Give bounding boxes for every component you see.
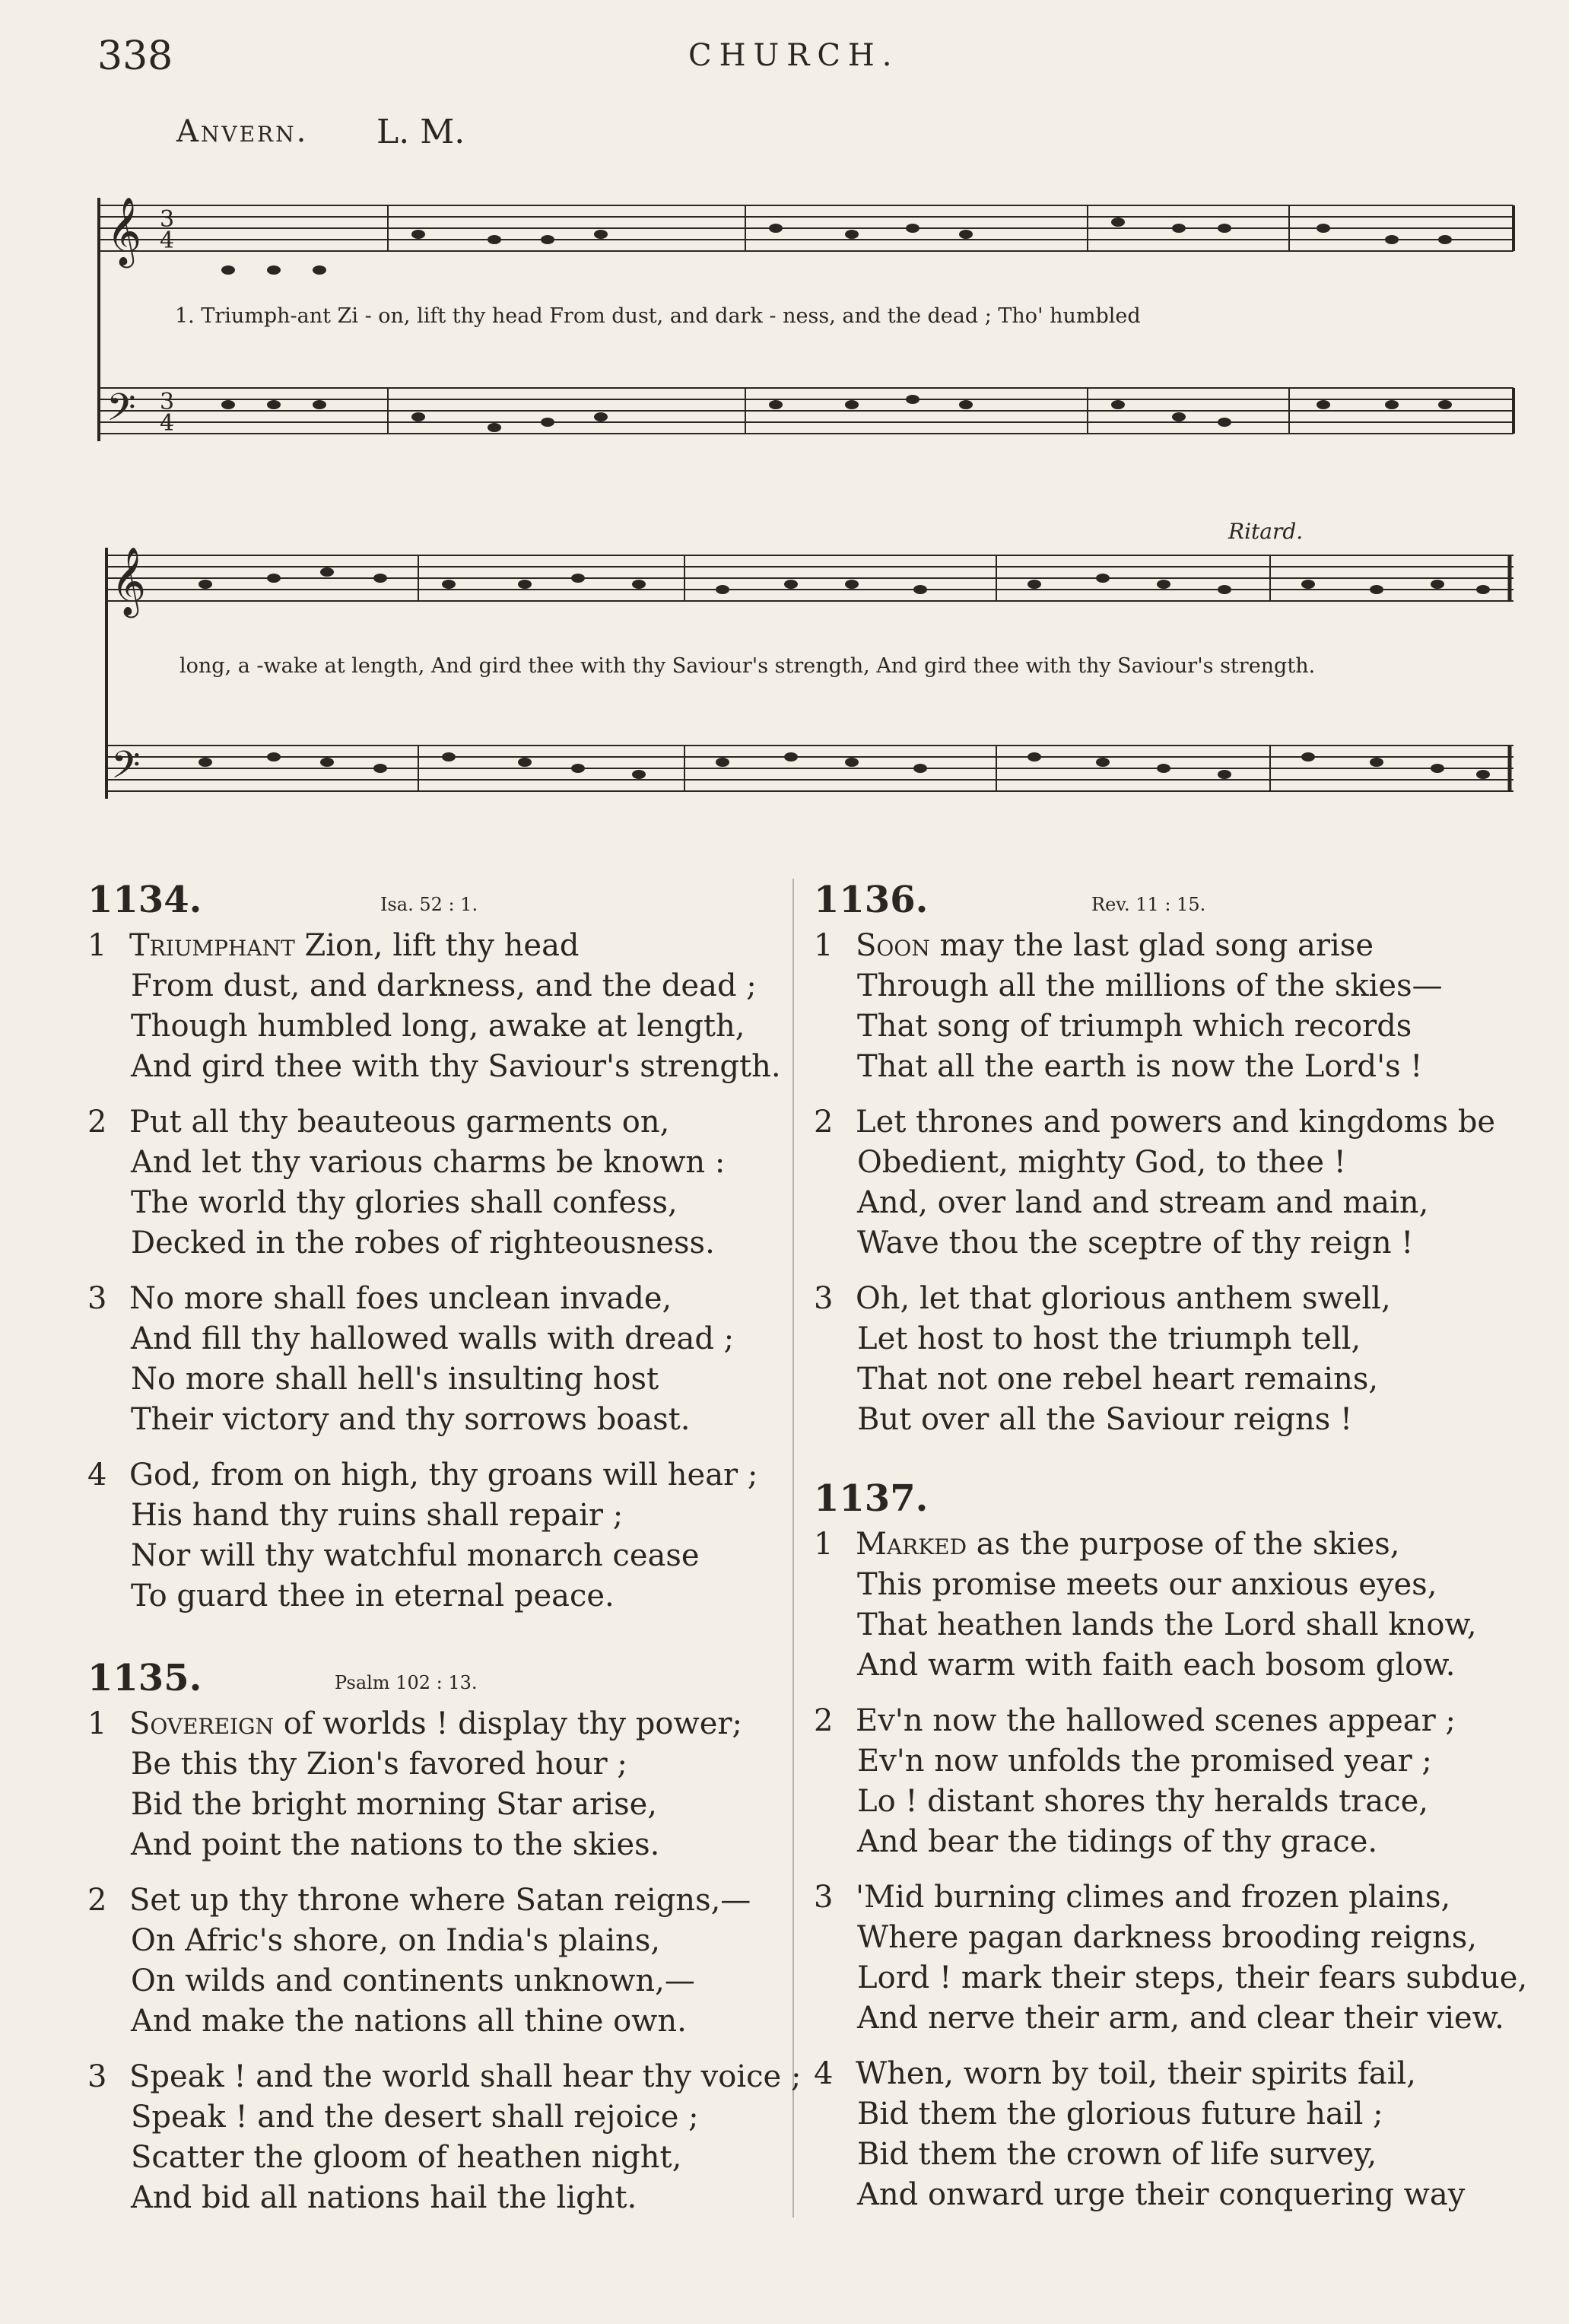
svg-text:𝄢: 𝄢 xyxy=(111,743,141,796)
stanza xyxy=(814,1701,1521,1862)
hymn-line: Zion, lift thy head xyxy=(294,928,580,963)
running-title: CHURCH. xyxy=(688,38,900,73)
hymn-line: But over all the Saviour reigns ! xyxy=(857,1402,1353,1437)
music-staff-graphic xyxy=(84,175,1529,494)
hymn-line: On Afric's shore, on India's plains, xyxy=(131,1923,661,1958)
verse-number: 3 xyxy=(814,1880,834,1915)
svg-text:𝄢: 𝄢 xyxy=(106,386,136,439)
tune-lyric-line-2: long, a -wake at length, And gird thee with thy Saviour's strength, And gird thee with thy Saviour's strength. xyxy=(179,654,1316,678)
hymn-line: And, over land and stream and main, xyxy=(857,1185,1429,1220)
hymn-number: 1136. xyxy=(814,879,929,921)
hymn-line: Oh, let that glorious anthem swell, xyxy=(856,1281,1391,1316)
scripture-reference: Rev. 11 : 15. xyxy=(1091,894,1206,915)
hymn-line: Decked in the robes of righteousness. xyxy=(131,1226,715,1261)
hymn-line: And make the nations all thine own. xyxy=(131,2004,687,2039)
verse-number: 3 xyxy=(814,1281,834,1316)
hymn-line: Through all the millions of the skies— xyxy=(857,968,1443,1003)
hymn-line: And bear the tidings of thy grace. xyxy=(857,1824,1378,1859)
hymn-line: And onward urge their conquering way xyxy=(857,2177,1466,2212)
verse-number: 3 xyxy=(87,2059,107,2094)
hymn-line: as the purpose of the skies, xyxy=(967,1527,1400,1562)
hymn-line: And let thy various charms be known : xyxy=(131,1145,726,1180)
hymn-1135 xyxy=(87,1657,802,2233)
hymn-line: The world thy glories shall confess, xyxy=(131,1185,678,1220)
scripture-reference: Isa. 52 : 1. xyxy=(380,894,478,915)
hymn-line: No more shall foes unclean invade, xyxy=(129,1281,672,1316)
hymn-line: When, worn by toil, their spirits fail, xyxy=(856,2056,1416,2091)
hymn-line: And gird thee with thy Saviour's strength. xyxy=(131,1049,781,1084)
hymn-line: This promise meets our anxious eyes, xyxy=(857,1567,1437,1602)
hymn-line: Be this thy Zion's favored hour ; xyxy=(131,1747,627,1782)
verse-number: 1 xyxy=(814,928,834,963)
verse-number: 2 xyxy=(814,1105,834,1140)
tune-lyric-line-1: 1. Triumph-ant Zi - on, lift thy head From dust, and dark - ness, and the dead ; Tho' humbled xyxy=(175,304,1141,328)
hymn-line: Ev'n now unfolds the promised year ; xyxy=(857,1744,1432,1779)
hymn-line: Put all thy beauteous garments on, xyxy=(129,1105,670,1140)
stanza-lead-word: Triumphant xyxy=(129,928,295,963)
stanza xyxy=(87,926,795,1087)
hymn-line: of worlds ! display thy power; xyxy=(273,1706,742,1741)
stanza xyxy=(814,2054,1521,2215)
hymn-line: That not one rebel heart remains, xyxy=(857,1362,1379,1397)
hymn-line: Bid the bright morning Star arise, xyxy=(131,1787,658,1822)
hymn-line: That all the earth is now the Lord's ! xyxy=(857,1049,1423,1084)
hymn-number: 1137. xyxy=(814,1477,929,1520)
hymn-line: On wilds and continents unknown,— xyxy=(131,1963,695,1998)
verse-number: 1 xyxy=(87,1706,107,1741)
stanza xyxy=(814,1279,1521,1440)
hymn-line: Set up thy throne where Satan reigns,— xyxy=(129,1883,751,1918)
music-staff-graphic-2 xyxy=(84,525,1529,844)
stanza-lead-word: Sovereign xyxy=(129,1706,274,1741)
hymn-line: 'Mid burning climes and frozen plains, xyxy=(856,1880,1451,1915)
hymn-line: And point the nations to the skies. xyxy=(131,1827,660,1862)
stanza xyxy=(814,1102,1521,1264)
stanza-lead-word: Soon xyxy=(856,928,930,963)
tune-meter: L. M. xyxy=(376,113,465,151)
music-system-1 xyxy=(84,175,1529,494)
verse-number: 2 xyxy=(87,1883,107,1918)
stanza xyxy=(87,1102,795,1264)
svg-text:3: 3 xyxy=(160,389,175,415)
hymn-1136 xyxy=(814,879,1521,1455)
hymn-line: Bid them the glorious future hail ; xyxy=(857,2097,1383,2132)
hymn-line: That song of triumph which records xyxy=(857,1009,1412,1044)
hymn-1137 xyxy=(814,1477,1528,2230)
stanza xyxy=(87,1279,795,1440)
stanza-lead-word: Marked xyxy=(856,1527,967,1562)
music-system-2 xyxy=(84,519,1529,844)
hymn-1134 xyxy=(87,879,795,1632)
tune-name: Anvern. xyxy=(176,114,309,149)
hymn-line: Their victory and thy sorrows boast. xyxy=(131,1402,691,1437)
hymn-number: 1134. xyxy=(87,879,202,921)
hymn-line: And fill thy hallowed walls with dread ; xyxy=(131,1321,735,1356)
hymn-line: That heathen lands the Lord shall know, xyxy=(857,1607,1477,1642)
hymn-line: No more shall hell's insulting host xyxy=(131,1362,659,1397)
hymn-line: And warm with faith each bosom glow. xyxy=(857,1648,1456,1683)
ritard-marking: Ritard. xyxy=(1228,519,1304,544)
hymn-line: Speak ! and the desert shall rejoice ; xyxy=(131,2100,699,2135)
hymn-line: may the last glad song arise xyxy=(929,928,1374,963)
verse-number: 3 xyxy=(87,1281,107,1316)
scripture-reference: Psalm 102 : 13. xyxy=(335,1672,478,1693)
verse-number: 1 xyxy=(87,928,107,963)
hymn-line: His hand thy ruins shall repair ; xyxy=(131,1498,624,1533)
stanza xyxy=(87,1881,795,2042)
verse-number: 2 xyxy=(814,1703,834,1738)
page-number: 338 xyxy=(97,33,173,79)
verse-number: 4 xyxy=(87,1458,107,1493)
hymn-line: And nerve their arm, and clear their view. xyxy=(857,2001,1504,2036)
verse-number: 1 xyxy=(814,1527,834,1562)
stanza xyxy=(814,926,1521,1087)
hymn-line: Let host to host the triumph tell, xyxy=(857,1321,1361,1356)
hymn-line: To guard thee in eternal peace. xyxy=(131,1578,615,1613)
hymn-line: Lord ! mark their steps, their fears subdue, xyxy=(857,1960,1528,1995)
stanza xyxy=(87,1455,795,1617)
svg-text:𝄞: 𝄞 xyxy=(111,547,147,615)
hymn-line: From dust, and darkness, and the dead ; xyxy=(131,968,757,1003)
hymn-line: Nor will thy watchful monarch cease xyxy=(131,1538,700,1573)
hymn-line: Scatter the gloom of heathen night, xyxy=(131,2140,682,2175)
stanza xyxy=(87,1704,795,1865)
verse-number: 4 xyxy=(814,2056,834,2091)
svg-text:𝄞: 𝄞 xyxy=(106,197,142,265)
hymn-number: 1135. xyxy=(87,1657,202,1699)
hymn-line: Lo ! distant shores thy heralds trace, xyxy=(857,1784,1428,1819)
svg-text:3: 3 xyxy=(160,206,175,233)
stanza xyxy=(814,1877,1528,2039)
svg-text:4: 4 xyxy=(160,227,175,254)
verse-number: 2 xyxy=(87,1105,107,1140)
hymn-line: God, from on high, thy groans will hear ; xyxy=(129,1458,758,1493)
hymn-line: Let thrones and powers and kingdoms be xyxy=(856,1105,1496,1140)
svg-text:4: 4 xyxy=(160,410,175,437)
hymn-line: And bid all nations hail the light. xyxy=(131,2180,637,2215)
hymn-line: Speak ! and the world shall hear thy voice ; xyxy=(129,2059,802,2094)
hymn-line: Obedient, mighty God, to thee ! xyxy=(857,1145,1346,1180)
hymn-line: Where pagan darkness brooding reigns, xyxy=(857,1920,1478,1955)
stanza xyxy=(814,1524,1521,1686)
hymn-line: Wave thou the sceptre of thy reign ! xyxy=(857,1226,1414,1261)
stanza xyxy=(87,2057,802,2218)
hymn-line: Ev'n now the hallowed scenes appear ; xyxy=(856,1703,1456,1738)
hymn-line: Bid them the crown of life survey, xyxy=(857,2137,1377,2172)
hymn-line: Though humbled long, awake at length, xyxy=(131,1009,745,1044)
